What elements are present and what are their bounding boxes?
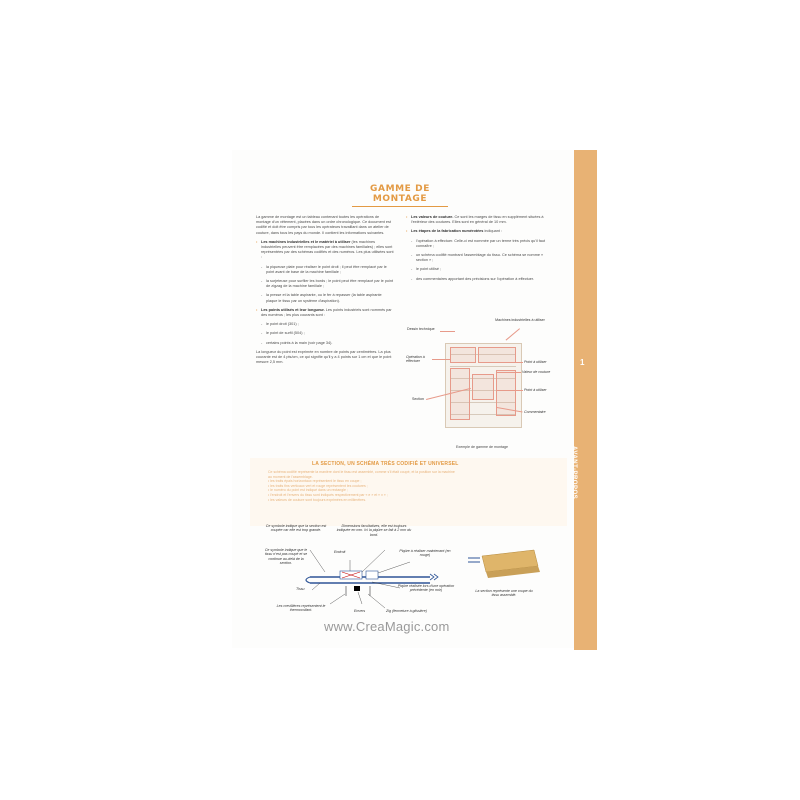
highlight-dessin xyxy=(450,347,476,363)
label-machines: Machines industrielles à utiliser xyxy=(495,318,545,322)
bullet-heading: Les valeurs de couture. xyxy=(411,215,454,219)
label-section: Section xyxy=(412,397,424,401)
pointer-line xyxy=(310,550,325,572)
highlight-machines xyxy=(478,347,516,363)
sub-item: - un schéma codifié montrant l'assemblage du tissu. Ce schéma se nomme « section » ; xyxy=(406,253,556,263)
label-commentaire: Commentaire xyxy=(524,410,546,414)
bullet-text: Ce sont les marges de tissu en supplément situées à l'extérieur des coutures. Elles sont en général de 10 mm. xyxy=(411,215,544,225)
connector-line xyxy=(432,359,450,360)
symbol-label-continue: Ce symbole indique que le tissu n'est pas coupé et se continue au-delà de la section. xyxy=(264,548,308,566)
sub-item: - des commentaires apportant des précisions sur l'opération à effectuer. xyxy=(406,277,556,282)
pointer-line xyxy=(378,562,410,573)
pointer-line xyxy=(368,594,385,608)
bullet-text: Les points industriels sont nommés par des numéros ; les plus courants sont : xyxy=(261,307,392,318)
right-column xyxy=(406,215,556,286)
label-dessin: Dessin technique xyxy=(407,327,435,331)
sub-item: - le point utilisé ; xyxy=(406,267,556,272)
bullet-heading: Les machines industrielles et le matériel à utiliser xyxy=(261,239,351,244)
symbol-label-section-side: La section représente une coupe du tissu assemblé. xyxy=(475,589,533,598)
connector-line xyxy=(497,372,521,373)
symbol-label-piqure-before: Piqûre réalisée lors d'une opération précédente (en noir) xyxy=(397,584,455,593)
title-underline xyxy=(352,206,448,207)
connector-line xyxy=(506,328,520,340)
intro-paragraph: La gamme de montage est un tableau contenant toutes les opérations de montage d'un vêtement, placées dans un ordre chronologique. Ce document est codifié et doit être compris par tous les opérateurs travaillant dans un atelier de couture, dans tous les pays du monde. Il contient les informations suivantes. xyxy=(256,215,391,235)
bullet-points xyxy=(256,308,394,318)
sub-item: - la surjeteuse pour surfiler les bords ; le point peut être remplacé par le point de zigzag de la machine familiale ; xyxy=(256,279,394,289)
pointer-line xyxy=(312,583,320,590)
symbol-label-cut: Ce symbole indique que la section est coupée car elle est trop grande. xyxy=(265,524,327,533)
connector-line xyxy=(440,331,455,332)
page-title: GAMME DE MONTAGE xyxy=(370,184,430,204)
bullet-valeurs xyxy=(406,215,556,225)
section-body xyxy=(268,470,558,502)
symbol-label-zig: Zig (fermeture à glissière) xyxy=(386,609,427,613)
symbol-label-piqure-now: Piqûre à réaliser maintenant (en rouge) xyxy=(399,549,451,558)
highlight-section xyxy=(472,374,494,400)
label-point-1: Point à utiliser xyxy=(524,360,547,364)
label-valeur: Valeur de couture xyxy=(522,370,551,374)
cut-symbol xyxy=(430,574,438,580)
section-title: LA SECTION, UN SCHÉMA TRÈS CODIFIÉ ET UNIVERSEL xyxy=(312,461,459,467)
section-line: • l'endroit et l'envers du tissu sont indiqués respectivement par « e » et « v » ; xyxy=(268,492,388,497)
sub-item: - la presse et la table aspirante, ou le fer à repasser (la table aspirante plaque le tissu par un système d'aspiration). xyxy=(256,293,394,303)
pointer-line xyxy=(330,594,345,604)
section-line: • le numéro du point est indiqué dans un rectangle ; xyxy=(268,488,348,493)
bullet-text: indiquant : xyxy=(484,229,502,234)
section-line: • les valeurs de couture sont toujours exprimées en millimètres. xyxy=(268,497,367,502)
bullet-machines xyxy=(256,240,394,261)
label-point-2: Point à utiliser xyxy=(524,388,547,392)
pointer-line xyxy=(358,592,362,604)
sub-item: - le point de surfil (504) ; xyxy=(256,331,394,336)
sub-item: - la piqueuse plate pour réaliser le point droit ; il peut être remplacé par le point avant de base de la machine familiale ; xyxy=(256,265,394,275)
symbol-label-endroit: Endroit xyxy=(334,550,346,554)
connector-line xyxy=(497,390,523,391)
left-column xyxy=(256,215,394,369)
outro-paragraph: La longueur du point est exprimée en nombre de points par centimètres. La plus courante est de 4 pts/cm, ce qui signifie qu'il y a 4 points sur 1 cm et que le point mesure 2,5 mm. xyxy=(256,349,392,365)
page-title-block xyxy=(350,184,450,207)
fold-symbol xyxy=(306,577,310,583)
section-line: • les traits épais horizontaux représentent le tissu en coupe ; xyxy=(268,479,362,484)
tab-number: 1 xyxy=(580,358,585,367)
symbol-label-crevillieres: Les crevillières représentent le thermocollant. xyxy=(276,604,326,613)
section-line: au moment de l'assemblage. xyxy=(268,474,313,479)
symbol-label-dimensions: Dimensions facultatives, elle est toujours indiquée en mm. Ici la piqûre se fait à 2 mm du bord. xyxy=(336,524,412,537)
bullet-etapes xyxy=(406,229,556,234)
pointer-line xyxy=(362,550,385,572)
section-line: • les traits fins verticaux vert et rouge représentent les coutures ; xyxy=(268,483,368,488)
gamme-sheet xyxy=(445,343,522,428)
sub-item: - certains points à la main (voir page 34). xyxy=(256,341,394,346)
label-operation: Opération à effectuer xyxy=(406,355,425,364)
gamme-diagram xyxy=(400,315,570,455)
diagram-caption: Exemple de gamme de montage xyxy=(456,445,508,449)
symbol-label-tissu: Tissu xyxy=(296,587,305,591)
watermark: www.CreaMagic.com xyxy=(324,619,450,634)
highlight-operation xyxy=(450,368,470,420)
section-line: Ce schéma codifié représente la manière dont le tissu est assemblé, comme s'il était coupé, et la position sur la machine xyxy=(268,470,455,474)
sub-item: - l'opération à effectuer. Celle-ci est nommée par un terme très précis qu'il faut connaître ; xyxy=(406,239,556,249)
bullet-heading: Les étapes de la fabrication numérotées xyxy=(411,229,484,234)
side-tab xyxy=(571,150,597,650)
tab-label: AVANT-PROPOS xyxy=(571,446,577,500)
connector-line xyxy=(497,362,523,363)
bullet-text: (les machines industrielles peuvent être remplacées par des machines familiales) ; elles sont représentées par des schémas codifiés et des numéros. Les plus utilisées sont : xyxy=(261,239,394,260)
symbol-label-envers: Envers xyxy=(354,609,366,613)
zip-block xyxy=(354,586,360,591)
sub-item: - le point droit (301) ; xyxy=(256,322,394,327)
seam-box xyxy=(366,571,378,579)
bullet-heading: Les points utilisés et leur longueur. xyxy=(261,307,325,312)
